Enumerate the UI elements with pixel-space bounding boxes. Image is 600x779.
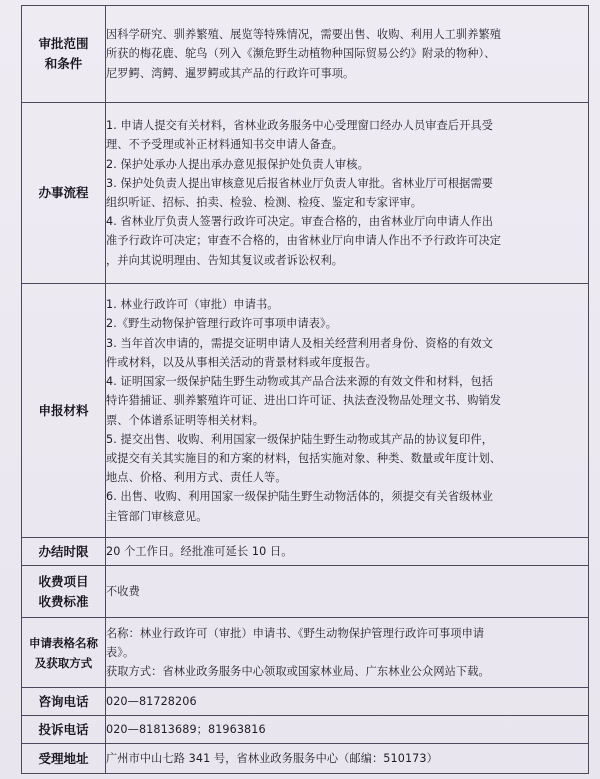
row-complaint-phone	[22, 716, 589, 744]
content-complaint-phone: 020—81813689；81963816	[106, 716, 589, 744]
label-address: 受理地址	[22, 744, 106, 774]
row-fees	[22, 566, 589, 618]
row-forms	[22, 618, 589, 688]
label-fees: 收费项目 收费标准	[22, 566, 106, 618]
label-procedure: 办事流程	[22, 103, 106, 284]
content-time-limit: 20 个工作日。经批准可延长 10 日。	[106, 538, 589, 566]
label-consult-phone: 咨询电话	[22, 688, 106, 716]
content-procedure: 1. 申请人提交有关材料，省林业政务服务中心受理窗口经办人员审查后开具受 理、不予受理或补正材料通知书交申请人备查。 2. 保护处承办人提出承办意见报保护处负责人审核。 3. 保护处负责人提出审核意见后报省林业厅负责人审批。省林业厅可根据需要 组织听证、招标、拍卖、检验、检测、检疫、鉴定和专家评审。 4. 省林业厅负责人签署行政许可决定。审查合格的，由省林业厅向申请人作出 准予行政许可决定；审查不合格的，由省林业厅向申请人作出不予行政许可决定 ，并向其说明理由、告知其复议或者诉讼权利。	[106, 103, 589, 284]
row-consult-phone	[22, 688, 589, 716]
label-complaint-phone: 投诉电话	[22, 716, 106, 744]
content-fees: 不收费	[106, 566, 589, 618]
label-forms: 申请表格名称 及获取方式	[22, 618, 106, 688]
content-address: 广州市中山七路 341 号，省林业政务服务中心（邮编：510173）	[106, 744, 589, 774]
row-procedure	[22, 103, 589, 284]
label-time-limit: 办结时限	[22, 538, 106, 566]
row-address	[22, 744, 589, 774]
admin-permit-table	[21, 5, 589, 774]
content-materials: 1. 林业行政许可（审批）申请书。 2.《野生动物保护管理行政许可事项申请表》。 3. 当年首次申请的，需提交证明申请人及相关经营利用者身份、资格的有效文 件或材料，以及从事相关活动的背景材料或年度报告。 4. 证明国家一级保护陆生野生动物或其产品合法来源的有效文件和材料，包括 特许猎捕证、驯养繁殖许可证、进出口许可证、执法查没物品处理文书、购销发 票、个体谱系证明等相关材料。 5. 提交出售、收购、利用国家一级保护陆生野生动物或其产品的协议复印件， 或提交有关其实施目的和方案的材料，包括实施对象、种类、数量或年度计划、 地点、价格、利用方式、责任人等。 6. 出售、收购、利用国家一级保护陆生野生动物活体的，须提交有关省级林业 主管部门审核意见。	[106, 284, 589, 538]
label-materials: 申报材料	[22, 284, 106, 538]
content-consult-phone: 020—81728206	[106, 688, 589, 716]
content-forms: 名称：林业行政许可（审批）申请书、《野生动物保护管理行政许可事项申请 表》。 获取方式：省林业政务服务中心领取或国家林业局、广东林业公众网站下载。	[106, 618, 589, 688]
row-time-limit	[22, 538, 589, 566]
row-scope-conditions	[22, 6, 589, 103]
label-scope-conditions: 审批范围 和条件	[22, 6, 106, 103]
row-materials	[22, 284, 589, 538]
content-scope-conditions: 因科学研究、驯养繁殖、展览等特殊情况，需要出售、收购、利用人工驯养繁殖 所获的梅花鹿、鸵鸟（列入《濒危野生动植物种国际贸易公约》附录的物种）、 尼罗鳄、湾鳄、暹罗鳄或其产品的行政许可事项。	[106, 6, 589, 103]
